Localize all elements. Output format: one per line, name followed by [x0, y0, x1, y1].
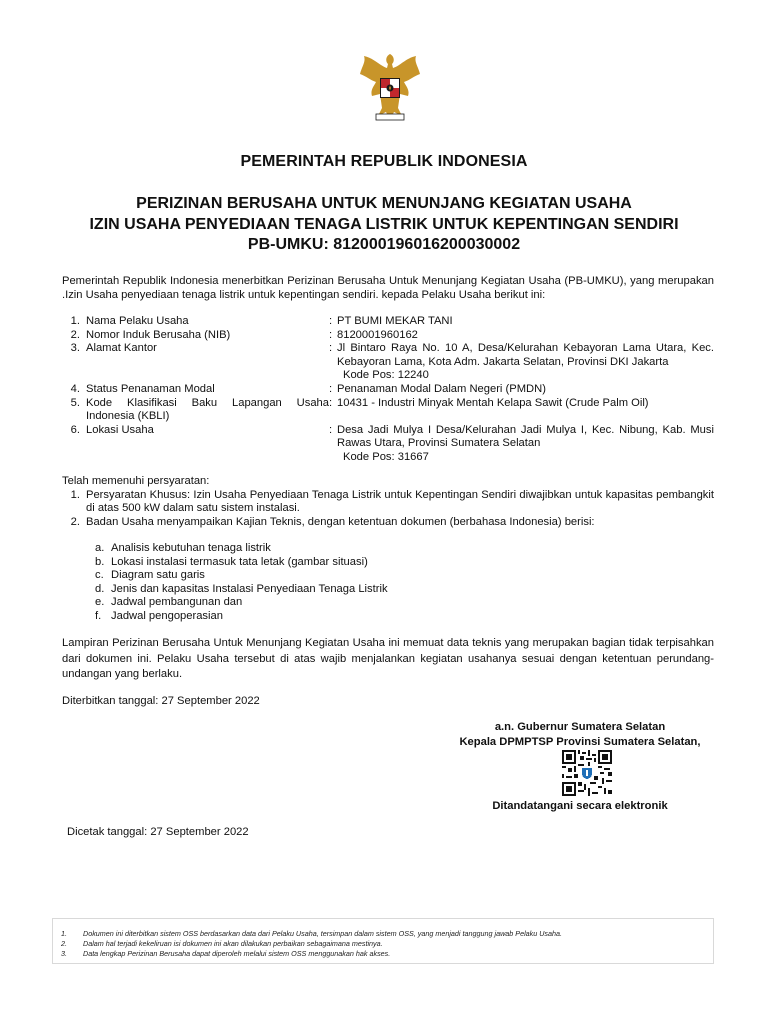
- field-value: PT BUMI MEKAR TANI: [337, 315, 453, 327]
- field-nib: 2. Nomor Induk Berusaha (NIB) : 8120001960162: [62, 329, 714, 343]
- heading-line-2: IZIN USAHA PENYEDIAAN TENAGA LISTRIK UNTUK KEPENTINGAN SENDIRI: [89, 215, 679, 233]
- closing-paragraph: Lampiran Perizinan Berusaha Untuk Menunjang Kegiatan Usaha ini memuat data teknis yang merupakan bagian tidak terpisahkan dari dokumen ini. Pelaku Usaha tersebut di atas wajib menjalankan kegiatan usahanya sesuai dengan ketentuan perundang-undangan yang berlaku.: [62, 637, 714, 680]
- footnotes-box: [52, 918, 714, 964]
- list-item: a. Analisis kebutuhan tenaga listrik: [95, 542, 271, 554]
- field-label: Status Penanaman Modal: [86, 382, 215, 395]
- document-heading: [40, 194, 728, 256]
- field-office-address: 3. Alamat Kantor : Jl Bintaro Raya No. 10 A, Desa/Kelurahan Kebayoran Lama Utara, Kec. Kebayoran Lama, Kota Adm. Jakarta Selatan, Provinsi DKI Jakarta Kode Pos: 12240: [62, 342, 714, 383]
- field-number: 6.: [70, 423, 80, 436]
- field-kbli: 5. Kode Klasifikasi Baku Lapangan Usaha : 10431 - Industri Minyak Mentah Kelapa Sawit (Crude Palm Oil): [62, 397, 714, 411]
- footnote: 1. Dokumen ini diterbitkan sistem OSS berdasarkan data dari Pelaku Usaha, tersimpan dalam sistem OSS, yang menjadi tanggung jawab Pelaku Usaha.: [61, 929, 563, 938]
- government-title: PEMERINTAH REPUBLIK INDONESIA: [240, 153, 528, 170]
- field-value: Desa Jadi Mulya I Desa/Kelurahan Jadi Mulya I, Kec. Nibung, Kab. Musi Rawas Utara, Provinsi Sumatera Selatan Kode Pos: 31667: [337, 423, 714, 463]
- requirement-item: 1. Persyaratan Khusus: Izin Usaha Penyediaan Tenaga Listrik untuk Kepentingan Sendiri diwajibkan untuk kapasitas pembangkit di atas 500 kW dalam satu sistem instalasi.: [70, 488, 714, 515]
- requirements-section: [62, 475, 714, 529]
- field-number: 1.: [70, 315, 80, 327]
- signatory-line-1: a.n. Gubernur Sumatera Selatan: [494, 721, 666, 733]
- list-item: e. Jadwal pembangunan dan: [95, 596, 243, 609]
- printed-date: Dicetak tanggal: 27 September 2022: [67, 826, 249, 838]
- field-number: 2.: [70, 328, 80, 341]
- heading-line-1: PERIZINAN BERUSAHA UNTUK MENUNJANG KEGIATAN USAHA: [136, 195, 632, 212]
- requirements-intro: Telah memenuhi persyaratan:: [62, 475, 210, 487]
- footnote: 3. Data lengkap Perizinan Berusaha dapat diperoleh melalui sistem OSS menggunakan hak akses.: [61, 949, 391, 958]
- field-value: 8120001960162: [337, 328, 418, 341]
- electronic-signature-note: Ditandatangani secara elektronik: [492, 800, 668, 812]
- signatory-block: [440, 720, 720, 750]
- garuda-emblem-icon: [350, 50, 430, 124]
- list-item: b. Lokasi instalasi termasuk tata letak (gambar situasi): [95, 555, 368, 568]
- field-number: 4.: [70, 382, 80, 395]
- list-item: d. Jenis dan kapasitas Instalasi Penyediaan Tenaga Listrik: [95, 582, 388, 595]
- footnote: 2. Dalam hal terjadi kekeliruan isi dokumen ini akan dilakukan perbaikan sebagaimana mestinya.: [61, 939, 383, 948]
- field-number: 3.: [70, 342, 80, 355]
- issued-date: Diterbitkan tanggal: 27 September 2022: [62, 695, 260, 707]
- field-number: 5.: [70, 396, 80, 409]
- field-label-continued: Indonesia (KBLI): [86, 410, 170, 423]
- field-label: Lokasi Usaha: [86, 423, 154, 436]
- business-details-list: [62, 315, 714, 465]
- field-label: Alamat Kantor: [86, 342, 157, 355]
- qr-code-icon: [562, 750, 612, 796]
- heading-permit-number: PB-UMKU: 812000196016200030002: [247, 236, 521, 253]
- list-item: c. Diagram satu garis: [95, 569, 205, 582]
- list-item: f. Jadwal pengoperasian: [95, 609, 223, 622]
- field-value: 10431 - Industri Minyak Mentah Kelapa Sawit (Crude Palm Oil): [337, 396, 649, 409]
- field-value: Jl Bintaro Raya No. 10 A, Desa/Kelurahan Kebayoran Lama Utara, Kec. Kebayoran Lama, Kota Adm. Jakarta Selatan, Provinsi DKI Jakarta Kode Pos: 12240: [337, 342, 714, 382]
- field-label: Nomor Induk Berusaha (NIB): [86, 328, 231, 341]
- intro-paragraph: Pemerintah Republik Indonesia menerbitkan Perizinan Berusaha Untuk Menunjang Kegiatan Usaha (PB-UMKU), yang merupakan .Izin Usaha penyediaan tenaga listrik untuk kepentingan sendiri. kepada Pelaku Usaha berikut ini:: [62, 275, 714, 301]
- field-investment-status: 4. Status Penanaman Modal : Penanaman Modal Dalam Negeri (PMDN): [62, 383, 714, 397]
- field-label: Nama Pelaku Usaha: [86, 315, 189, 327]
- requirement-item: 2. Badan Usaha menyampaikan Kajian Teknis, dengan ketentuan dokumen (berbahasa Indonesia) berisi:: [70, 515, 595, 528]
- technical-study-list: [95, 542, 388, 624]
- field-value: Penanaman Modal Dalam Negeri (PMDN): [337, 382, 546, 395]
- field-label: Kode Klasifikasi Baku Lapangan Usaha: [86, 396, 329, 409]
- signatory-line-2: Kepala DPMPTSP Provinsi Sumatera Selatan,: [459, 736, 701, 748]
- field-business-name: 1. Nama Pelaku Usaha : PT BUMI MEKAR TANI: [62, 315, 714, 329]
- field-business-location: 6. Lokasi Usaha : Desa Jadi Mulya I Desa/Kelurahan Jadi Mulya I, Kec. Nibung, Kab. Musi Rawas Utara, Provinsi Sumatera Selatan Kode Pos: 31667: [62, 424, 714, 465]
